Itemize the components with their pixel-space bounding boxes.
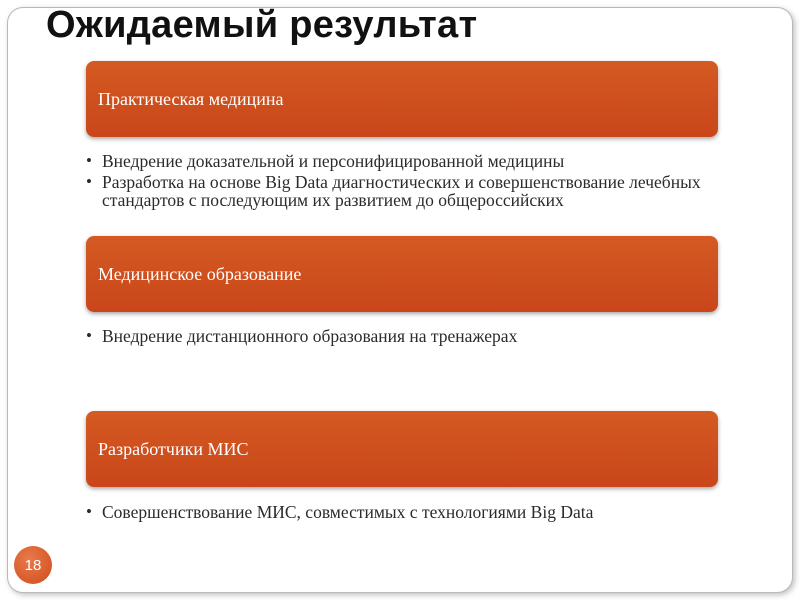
- section-header-mis-developers: [86, 411, 718, 487]
- bullet-list-medical-education: [84, 327, 714, 348]
- list-item: [84, 503, 714, 521]
- list-item: [84, 173, 714, 209]
- bullet-list-practical-medicine: [84, 152, 714, 212]
- bullet-text: Разработка на основе Big Data диагностических и совершенствование лечебных стандартов с последующим их развитием до общероссийских: [102, 172, 701, 210]
- section-header-label: Разработчики МИС: [98, 438, 249, 459]
- bullet-list-mis-developers: [84, 503, 714, 524]
- bullet-text: Совершенствование МИС, совместимых с технологиями Big Data: [102, 502, 594, 522]
- list-item: [84, 152, 714, 170]
- slide-title: Ожидаемый результат: [46, 4, 478, 46]
- section-header-label: Практическая медицина: [98, 88, 284, 109]
- page-number-badge: [14, 546, 52, 584]
- bullet-icon: •: [86, 172, 92, 191]
- bullet-icon: •: [86, 502, 92, 521]
- bullet-text: Внедрение дистанционного образования на тренажерах: [102, 326, 518, 346]
- bullet-text: Внедрение доказательной и персонифицированной медицины: [102, 151, 565, 171]
- bullet-icon: •: [86, 326, 92, 345]
- section-header-label: Медицинское образование: [98, 263, 302, 284]
- list-item: [84, 327, 714, 345]
- section-header-medical-education: [86, 236, 718, 312]
- bullet-icon: •: [86, 151, 92, 170]
- section-header-practical-medicine: [86, 61, 718, 137]
- page-number: 18: [24, 556, 42, 574]
